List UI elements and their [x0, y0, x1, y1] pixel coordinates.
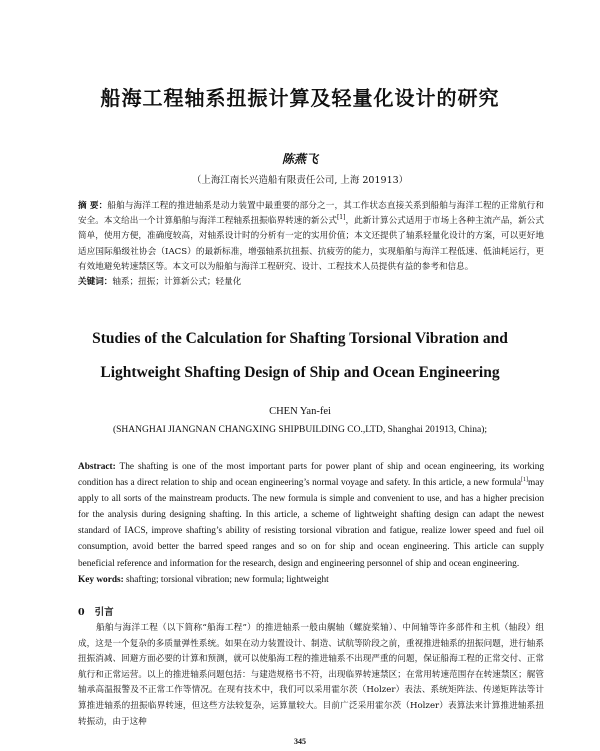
section-heading-introduction — [78, 604, 124, 618]
chinese-abstract-citation: [1] — [336, 214, 346, 222]
chinese-abstract — [78, 199, 544, 290]
section-title: 引言 — [94, 607, 114, 618]
english-author: CHEN Yan-fei — [269, 406, 331, 417]
chinese-abstract-text-2: ，此新计算公式适用于市场上各种主流产品，新公式简单，使用方便，准确度较高，对轴系设计时的分析有一定的实用价值；本文还提供了轴系轻量化设计的方案，可以更好地适应国际船级社协会（IACS）的最新标准，增强轴系抗扭振、抗疲劳的能力，实现船舶与海洋工程低速、低油耗运行，更有效地避免转速禁区等。本文可以为船舶与海洋工程研究、设计、工程技术人员提供有益的参考和信息。 — [78, 216, 544, 272]
chinese-abstract-text-1: 船舶与海洋工程的推进轴系是动力装置中最重要的部分之一，其工作状态直接关系到船舶与海洋工程的正常航行和安全。本文给出一个计算船舶与海洋工程轴系扭振临界转速的新公式 — [78, 201, 544, 227]
english-abstract-text-1: The shafting is one of the most important parts for power plant of ship and ocean engineering, its working condition has a direct relation to ship and ocean engineering’s normal voyage and safety. In this article, a new formula — [78, 462, 544, 489]
english-affiliation: (SHANGHAI JIANGNAN CHANGXING SHIPBUILDING CO.,LTD, Shanghai 201913, China); — [112, 425, 488, 435]
chinese-keywords: 轴系；扭振；计算新公式；轻量化 — [112, 277, 242, 288]
english-title — [0, 322, 600, 390]
english-abstract-label: Abstract: — [78, 462, 116, 472]
section-number: 0 — [78, 607, 85, 618]
chinese-affiliation: （上海江南长兴造船有限责任公司, 上海 201913） — [191, 175, 409, 186]
chinese-abstract-label: 摘 要： — [78, 201, 108, 211]
english-abstract — [78, 459, 544, 588]
english-abstract-text-2: may apply to all sorts of the mainstream products. The new formula is simple and convenient to use, and has a higher precision for the analysis during designing shafting. In this article, a scheme of lightweight shafting design can adapt the newest standard of IACS, improve shafting’s ability of resisting torsional vibration and fatigue, realize lower speed and fuel oil consumption, avoid better the barred speed ranges and so on for ship and ocean engineering. This article can supply beneficial reference and information for the research, design and engineering personnel of ship and ocean engineering. — [78, 478, 544, 569]
chinese-keywords-label: 关键词： — [78, 277, 113, 288]
introduction-body: 船舶与海洋工程（以下简称“船海工程”）的推进轴系一般由艉轴（螺旋桨轴）、中间轴等许多部件和主机（轴段）组成，这是一个复杂的多质量弹性系统。如果在动力装置设计、制造、试航等阶段之前，重视推进轴系的扭振问题，进行轴系扭振消减、回避方面必要的计算和预测，就可以使船海工程的推进轴系不出现严重的问题，保证船海工程的正常交付、正常航行和正常运营。以上的推进轴系问题包括：与建造规格书不符，出现临界转速禁区；在常用转速范围存在转速禁区；艉管轴承高温报警及不正常工作等情况。在现有技术中，我们可以采用霍尔茨（Holzer）表法、系统矩阵法、传递矩阵法等计算推进轴系的扭振临界转速，但这些方法较复杂，运算量较大。目前广泛采用霍尔茨（Holzer）表算法来计算推进轴系扭转振动，由于这种 — [78, 623, 544, 727]
english-keywords: shafting; torsional vibration; new formula; lightweight — [123, 574, 329, 585]
english-title-line-1: Studies of the Calculation for Shafting Torsional Vibration and — [92, 330, 508, 347]
chinese-author: 陈燕飞 — [281, 152, 318, 166]
english-title-line-2: Lightweight Shafting Design of Ship and Ocean Engineering — [100, 364, 500, 381]
chinese-title: 船海工程轴系扭振计算及轻量化设计的研究 — [100, 86, 500, 110]
english-keywords-label: Key words: — [78, 574, 124, 585]
english-abstract-citation: [1] — [520, 477, 528, 483]
page-number: 345 — [294, 737, 306, 746]
